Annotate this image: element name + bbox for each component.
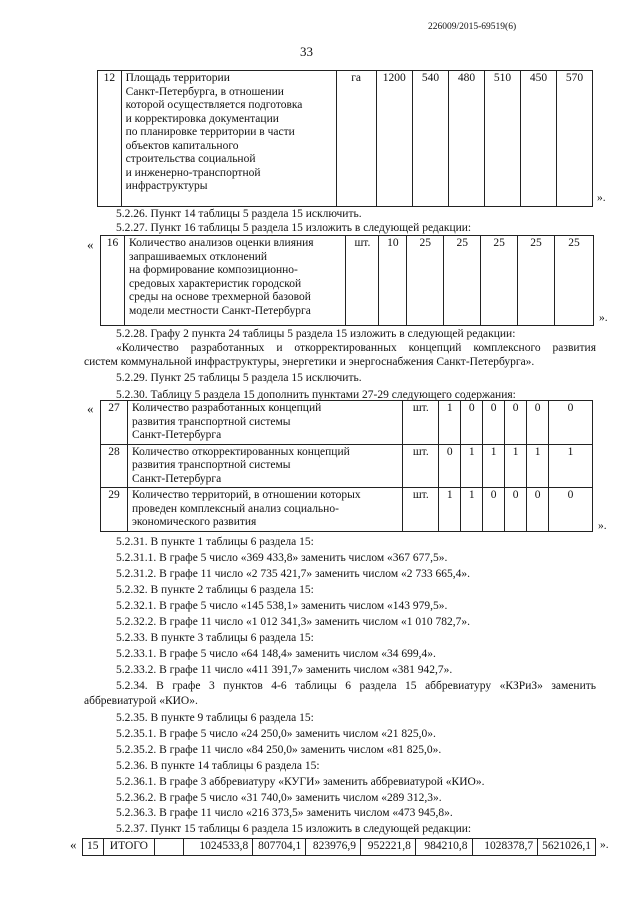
value-cell: 807704,1	[253, 839, 306, 856]
value-cell: 984210,8	[415, 839, 472, 856]
unit: шт.	[403, 444, 439, 488]
empty-cell	[155, 839, 184, 856]
value-cell: 25	[407, 236, 444, 326]
table-row-12	[97, 70, 593, 207]
value-cell: 0	[461, 401, 483, 445]
paragraph-5-2-34-cont: аббревиатурой «КИО».	[84, 695, 198, 707]
closing-quote: ».	[600, 839, 609, 851]
row-number: 27	[101, 401, 128, 445]
row-name: Количество разработанных концепций развития транспортной системы Санкт-Петербурга	[127, 401, 402, 445]
value-cell: 10	[379, 236, 407, 326]
value-cell: 0	[549, 401, 593, 445]
list-item: 5.2.31.1. В графе 5 число «369 433,8» заменить числом «367 677,5».	[116, 552, 448, 564]
value-cell: 0	[483, 488, 505, 532]
unit: шт.	[403, 488, 439, 532]
value-cell: 0	[483, 401, 505, 445]
list-item: 5.2.36.2. В графе 5 число «31 740,0» заменить числом «289 312,3».	[116, 792, 442, 804]
list-item: 5.2.37. Пункт 15 таблицы 6 раздела 15 изложить в следующей редакции:	[116, 823, 472, 835]
value-cell: 1028378,7	[472, 839, 538, 856]
list-item: 5.2.36.3. В графе 11 число «216 373,5» заменить числом «473 945,8».	[116, 807, 453, 819]
value-cell: 450	[520, 71, 556, 207]
value-cell: 0	[527, 401, 549, 445]
row-name: Площадь территории Санкт-Петербурга, в отношении которой осуществляется подготовка и корректировка документации по планировке территории в части объектов капитального строительства социальной и инженерно-транспортной инфраструктуры	[121, 71, 336, 207]
list-item: 5.2.35. В пункте 9 таблицы 6 раздела 15:	[116, 712, 314, 724]
list-item: 5.2.33.2. В графе 11 число «411 391,7» заменить числом «381 942,7».	[116, 664, 453, 676]
paragraph-5-2-30: 5.2.30. Таблицу 5 раздела 15 дополнить пунктами 27-29 следующего содержания:	[116, 389, 516, 401]
value-cell: 952221,8	[361, 839, 416, 856]
paragraph-5-2-28-quote: «Количество разработанных и откорректированных концепций комплексного развития	[116, 342, 596, 354]
value-cell: 1	[505, 444, 527, 488]
value-cell: 570	[556, 71, 592, 207]
list-item: 5.2.31. В пункте 1 таблицы 6 раздела 15:	[116, 536, 314, 548]
value-cell: 510	[485, 71, 521, 207]
table-total-row	[82, 838, 596, 856]
value-cell: 25	[444, 236, 481, 326]
opening-quote: «	[87, 401, 94, 416]
total-label: ИТОГО	[103, 839, 155, 856]
row-number: 29	[101, 488, 128, 532]
row-number: 16	[101, 236, 125, 326]
closing-quote: ».	[598, 520, 607, 532]
opening-quote: «	[87, 237, 94, 252]
value-cell: 1	[439, 401, 461, 445]
list-item: 5.2.36. В пункте 14 таблицы 6 раздела 15:	[116, 760, 320, 772]
value-cell: 1	[461, 488, 483, 532]
value-cell: 1	[483, 444, 505, 488]
value-cell: 0	[505, 401, 527, 445]
table-row-16	[100, 235, 594, 326]
list-item: 5.2.32.2. В графе 11 число «1 012 341,3» заменить числом «1 010 782,7».	[116, 616, 470, 628]
value-cell: 823976,9	[306, 839, 361, 856]
paragraph-5-2-27: 5.2.27. Пункт 16 таблицы 5 раздела 15 изложить в следующей редакции:	[116, 222, 472, 234]
list-item: 5.2.35.1. В графе 5 число «24 250,0» заменить числом «21 825,0».	[116, 728, 436, 740]
unit: га	[336, 71, 376, 207]
row-name: Количество территорий, в отношении которых проведен комплексный анализ социально- экономического развития	[127, 488, 402, 532]
value-cell: 25	[518, 236, 555, 326]
row-number: 12	[98, 71, 122, 207]
list-item: 5.2.36.1. В графе 3 аббревиатуру «КУГИ» заменить аббревиатурой «КИО».	[116, 776, 485, 788]
paragraph-5-2-28: 5.2.28. Графу 2 пункта 24 таблицы 5 раздела 15 изложить в следующей редакции:	[116, 328, 516, 340]
paragraph-5-2-29: 5.2.29. Пункт 25 таблицы 5 раздела 15 исключить.	[116, 372, 362, 384]
list-item: 5.2.31.2. В графе 11 число «2 735 421,7» заменить числом «2 733 665,4».	[116, 568, 470, 580]
list-item: 5.2.35.2. В графе 11 число «84 250,0» заменить числом «81 825,0».	[116, 744, 442, 756]
row-number: 15	[83, 839, 104, 856]
value-cell: 1200	[376, 71, 413, 207]
value-cell: 1	[461, 444, 483, 488]
value-cell: 1	[439, 488, 461, 532]
value-cell: 1024533,8	[183, 839, 252, 856]
value-cell: 1	[549, 444, 593, 488]
list-item: 5.2.33. В пункте 3 таблицы 6 раздела 15:	[116, 632, 314, 644]
unit: шт.	[403, 401, 439, 445]
row-name: Количество анализов оценки влияния запрашиваемых отклонений на формирование композиционно- средовых характеристик городской среды на основе трехмерной базовой модели местности Санкт-Петербурга	[124, 236, 345, 326]
row-number: 28	[101, 444, 128, 488]
unit: шт.	[346, 236, 379, 326]
value-cell: 0	[527, 488, 549, 532]
document-id: 226009/2015-69519(6)	[428, 22, 517, 32]
table-row	[101, 444, 593, 488]
list-item: 5.2.32.1. В графе 5 число «145 538,1» заменить числом «143 979,5».	[116, 600, 448, 612]
value-cell: 540	[413, 71, 449, 207]
value-cell: 5621026,1	[538, 839, 596, 856]
value-cell: 25	[555, 236, 594, 326]
value-cell: 0	[439, 444, 461, 488]
opening-quote: «	[70, 837, 77, 852]
paragraph-5-2-28-quote-cont: систем коммунальной инфраструктуры, энергетики и энергоснабжения Санкт-Петербурга».	[84, 356, 535, 368]
table-rows-27-29	[100, 400, 593, 532]
closing-quote: ».	[597, 192, 606, 204]
value-cell: 1	[527, 444, 549, 488]
list-item: 5.2.32. В пункте 2 таблицы 6 раздела 15:	[116, 584, 314, 596]
closing-quote: ».	[599, 312, 608, 324]
paragraph-5-2-34: 5.2.34. В графе 3 пунктов 4-6 таблицы 6 раздела 15 аббревиатуру «КЗРиЗ» заменить	[116, 680, 596, 692]
table-row	[101, 401, 593, 445]
paragraph-5-2-26: 5.2.26. Пункт 14 таблицы 5 раздела 15 исключить.	[116, 208, 362, 220]
value-cell: 0	[505, 488, 527, 532]
value-cell: 480	[449, 71, 485, 207]
value-cell: 25	[481, 236, 518, 326]
value-cell: 0	[549, 488, 593, 532]
list-item: 5.2.33.1. В графе 5 число «64 148,4» заменить числом «34 699,4».	[116, 648, 436, 660]
table-row	[101, 488, 593, 532]
row-name: Количество откорректированных концепций развития транспортной системы Санкт-Петербурга	[127, 444, 402, 488]
page-number: 33	[300, 44, 313, 59]
